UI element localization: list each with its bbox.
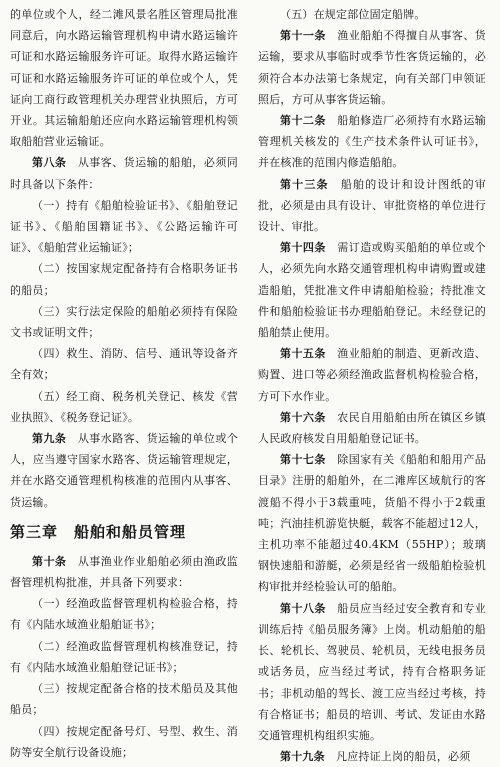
left-column [10,4,238,763]
article-14-title: 第十四条 [280,241,326,255]
article-16-text: 农民自用船舶由所在镇区乡镇人民政府核发自用船舶登记证书。 [258,410,486,446]
article-17 [258,449,486,597]
article-14 [258,237,486,343]
article-15-text: 渔业船舶的制造、更新改造、购置、进口等必须经渔政监督机构检验合格，方可下水作业。 [258,347,486,403]
article-19-text: 凡应持证上岗的船员，必须 [336,750,471,764]
article-9-title: 第九条 [32,432,67,446]
article-17-title: 第十七条 [280,453,326,467]
article-17-text: 除国家有关《船舶和船用产品目录》注册的船舶外，在二滩库区域航行的客渡船不得小于3载重吨，货船不得小于2载重吨；汽油挂机游览快艇，载客不能超过12人，主机功率不能超过40.4KM（55HP）；玻璃钢快速船和游艇，必须是经省一级船舶检验机构审批并经检验认可的船舶。 [258,453,486,594]
article-12-text: 船舶修造厂必须持有水路运输管理机关核发的《生产技术条件认可证书》，并在核准的范围内修造船舶。 [258,114,486,170]
chapter-number: 第三章 [10,522,59,541]
article-18-text: 船员应当经过安全教育和专业训练后持《船员服务簿》上岗。机动船舶的船长、轮机长、驾驶员、轮机员，无线电报务员或话务员，应当经过考试，持有合格职务证书；非机动船的驾长、渡工应当经过考核，持有合格证书；船员的培训、考试、发证由水路交通管理机构组织实施。 [258,601,486,742]
right-column [258,4,486,767]
article-8-text: 从事客、货运输的船舶，必须同时具备以下条件： [10,156,238,191]
article-10-title: 第十条 [32,554,67,568]
paragraph-continued: 的单位或个人，经二滩风景名胜区管理局批准同意后，向水路运输管理机构申请水路运输许可证和水路运输服务许可证。取得水路运输许可证和水路运输服务许可证的单位或个人，凭证向工商行政管理机关办理营业执照后，方可开业。其运输船舶还应向水路运输管理机构领取船舶营业运输证。 [10,8,238,149]
chapter-heading [10,519,238,545]
article-12-title: 第十二条 [280,114,326,128]
article-19 [258,746,486,767]
article-15-title: 第十五条 [280,347,326,361]
article-16 [258,407,486,449]
article-8-title: 第八条 [32,156,67,170]
article-14-text: 需订造或购买船舶的单位或个人，必须先向水路交通管理机构申请购置或建造船舶，凭批准文件申请船舶检验；持批准文件和船舶检验证书办理船舶登记。未经登记的船舶禁止使用。 [258,241,486,340]
article-11-title: 第十一条 [280,29,326,43]
article-8-item-2: （二）按国家规定配备持有合格职务证书的船员； [10,262,238,297]
article-10-item-5: （五）在规定部位固定船牌。 [280,8,426,21]
article-13-text: 船舶的设计和设计图纸的审批，必须是由具有设计、审批资格的单位进行设计、审批。 [258,177,486,234]
article-19-title: 第十九条 [280,750,325,764]
chapter-title: 船舶和船员管理 [74,522,187,541]
article-10-item-4: （四）按规定配备号灯、号型、救生、消防等安全航行设备设施； [10,724,238,759]
article-11 [258,25,486,110]
article-18 [258,598,486,746]
article-8-item-3: （三）实行法定保险的船舶必须持有保险文书或证明文件； [10,304,238,340]
article-9-text: 从事水路客、货运输的单位或个人，应当遵守国家水路客、货运输管理规定，并在水路交通管理机构核准的范围内从事客、货运输。 [10,432,238,509]
article-13 [258,174,486,238]
article-16-title: 第十六条 [280,410,326,424]
article-12 [258,110,486,174]
article-10-text: 从事渔业作业船舶必须由渔政监督管理机构批准，并具备下列要求： [10,554,238,590]
article-8-item-4: （四）救生、消防、信号、通讯等设备齐全有效； [10,347,238,382]
article-9 [10,428,238,513]
article-8-item-1: （一）持有《船舶检验证书》、《船舶登记证书》、《船舶国籍证书》、《公路运输许可证》、《船舶营业运输证》； [10,198,238,255]
article-13-title: 第十三条 [280,177,329,191]
article-10-item-2: （二）经渔政监督管理机构核准登记，持有《内陆水域渔业船舶登记证书》； [10,639,238,674]
article-10 [10,551,238,593]
article-10-item-1: （一）经渔政监督管理机构检验合格，持有《内陆水域渔业船舶证书》； [10,597,238,632]
article-11-text: 渔业船舶不得擅自从事客、货运输，要求从事临时或季节性客货运输的，必须符合本办法第七条规定，向有关部门申领证照后，方可从事客货运输。 [258,29,486,106]
article-8 [10,152,238,194]
article-8-item-5: （五）经工商、税务机关登记、核发《营业执照》、《税务登记证》。 [10,389,238,424]
article-18-title: 第十八条 [280,601,326,615]
article-15 [258,343,486,407]
article-10-item-3: （三）按规定配备合格的技术船员及其他船员； [10,682,238,717]
